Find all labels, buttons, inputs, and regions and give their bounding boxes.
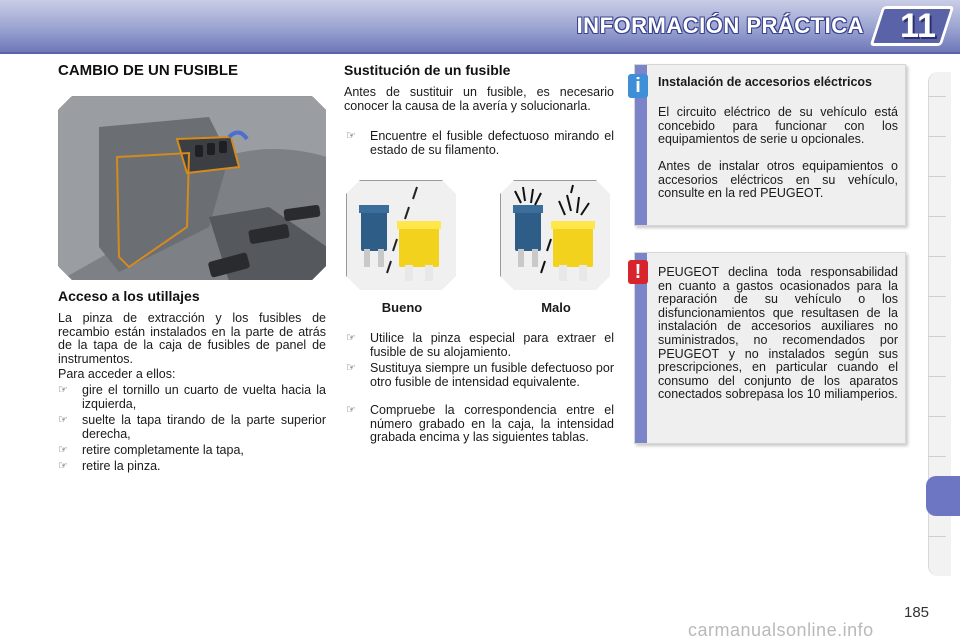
list-item-text: Encuentre el fusible defectuoso mirando el estado de su filamento.	[370, 129, 614, 157]
pointing-hand-icon: ☞	[58, 414, 68, 426]
chapter-index-divider	[928, 296, 946, 297]
warning-icon: !	[628, 260, 648, 284]
pointing-hand-icon: ☞	[346, 362, 356, 374]
pointing-hand-icon: ☞	[58, 460, 68, 472]
list-item-text: Utilice la pinza especial para extraer el fusible de su alojamiento.	[370, 331, 614, 359]
chapter-index-divider	[928, 176, 946, 177]
list-item	[58, 413, 326, 441]
pointing-hand-icon: ☞	[346, 404, 356, 416]
chapter-index-divider	[928, 136, 946, 137]
chapter-index-divider	[928, 456, 946, 457]
info-box-paragraph: El circuito eléctrico de su vehículo está concebido para funcionar con los equipamientos de serie u opcionales.	[658, 105, 898, 147]
bad-fuse-label: Malo	[541, 300, 571, 315]
list-item-text: Sustituya siempre un fusible defectuoso por otro fusible de intensidad equivalente.	[370, 361, 614, 389]
list-item-text: suelte la tapa tirando de la parte superior derecha,	[82, 413, 326, 441]
bad-fuse-icon	[501, 181, 611, 291]
dashboard-illustration	[59, 97, 327, 281]
section-heading: CAMBIO DE UN FUSIBLE	[58, 62, 238, 79]
page-number: 185	[904, 604, 930, 621]
list-item	[58, 383, 326, 411]
info-box-title: Instalación de accesorios eléctricos	[658, 75, 872, 89]
page-title: INFORMACIÓN PRÁCTICA	[576, 13, 864, 38]
list-item	[58, 443, 326, 458]
watermark: carmanualsonline.info	[688, 620, 874, 640]
bad-fuse-illustration	[500, 180, 612, 292]
list-item	[346, 129, 614, 157]
chapter-number: 11	[900, 7, 936, 45]
list-item-text: Compruebe la correspondencia entre el número grabado en la caja, la intensidad grabada encima y las siguientes tablas.	[370, 403, 614, 445]
subheading-access-tools: Acceso a los utillajes	[58, 288, 200, 304]
list-item	[346, 331, 614, 359]
section-heading-replace-fuse: Sustitución de un fusible	[344, 62, 511, 78]
list-item	[346, 361, 614, 389]
pointing-hand-icon: ☞	[346, 130, 356, 142]
chapter-index-divider	[928, 416, 946, 417]
pointing-hand-icon: ☞	[346, 332, 356, 344]
chapter-index-divider	[928, 216, 946, 217]
chapter-index-divider	[928, 336, 946, 337]
access-intro-text: La pinza de extracción y los fusibles de recambio están instalados en la parte de atrás de la tapa de la caja de fusibles de panel de instrumentos.	[58, 311, 326, 366]
good-fuse-icon	[347, 181, 457, 291]
replace-intro-text: Antes de sustituir un fusible, es necesario conocer la causa de la avería y solucionarla.	[344, 85, 614, 113]
pointing-hand-icon: ☞	[58, 444, 68, 456]
list-item-text: gire el tornillo un cuarto de vuelta hacia la izquierda,	[82, 383, 326, 411]
good-fuse-label: Bueno	[381, 300, 423, 315]
fuse-box-photo	[58, 96, 328, 282]
info-icon: i	[628, 74, 648, 98]
list-item	[346, 403, 614, 445]
chapter-index-active-tab[interactable]	[926, 476, 960, 516]
pointing-hand-icon: ☞	[58, 384, 68, 396]
chapter-index-divider	[928, 376, 946, 377]
chapter-index-divider	[928, 536, 946, 537]
list-item-text: retire la pinza.	[82, 459, 161, 473]
chapter-index-divider	[928, 96, 946, 97]
access-lead-text: Para acceder a ellos:	[58, 367, 176, 381]
chapter-index-divider	[928, 256, 946, 257]
list-item	[58, 459, 326, 474]
info-box-paragraph: Antes de instalar otros equipamientos o accesorios eléctricos en su vehículo, consulte en la red PEUGEOT.	[658, 159, 898, 201]
good-fuse-illustration	[346, 180, 458, 292]
warning-box-text: PEUGEOT declina toda responsabilidad en cuanto a gastos ocasionados para la reparación de su vehículo o los disfuncionamientos que resultasen de la instalación de accesorios auxiliares no suministrados, no recomendados por PEUGEOT y no instalados según sus prescripciones, en particular cuando el consumo del conjunto de los aparatos conectados sobrepasa los 10 miliamperios.	[658, 265, 898, 402]
list-item-text: retire completamente la tapa,	[82, 443, 244, 457]
